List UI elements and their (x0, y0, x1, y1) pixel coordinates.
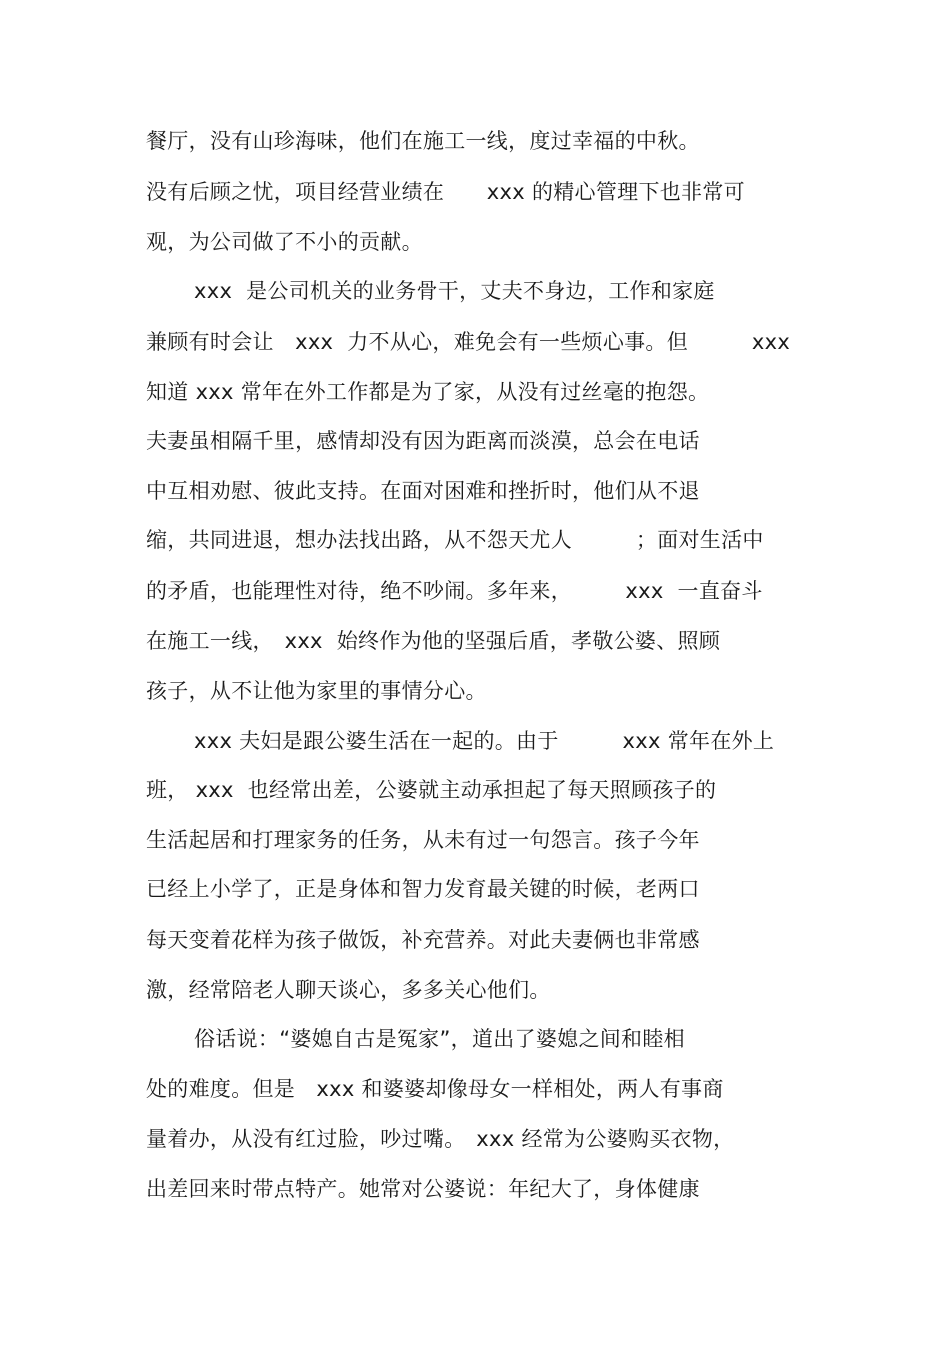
text-line: 的矛盾，也能理性对待，绝不吵闹。多年来， xxx 一直奋斗 (146, 579, 763, 603)
text-line: 兼顾有时会让 xxx 力不从心，难免会有一些烦心事。但 xxx (146, 330, 791, 354)
text-line: 每天变着花样为孩子做饭，补充营养。对此夫妻俩也非常感 (146, 928, 700, 952)
text-line: 知道 xxx 常年在外工作都是为了家，从没有过丝毫的抱怨。 (146, 380, 710, 404)
text-line: 处的难度。但是 xxx 和婆婆却像母女一样相处，两人有事商 (146, 1077, 724, 1101)
text-line: 餐厅，没有山珍海味，他们在施工一线，度过幸福的中秋。 (146, 129, 700, 153)
text-line: 缩，共同进退，想办法找出路，从不怨天尤人 ；面对生活中 (146, 528, 764, 552)
paragraph-start-line: 俗话说：“婆媳自古是冤家”，道出了婆媳之间和睦相 (194, 1027, 685, 1051)
text-line: 没有后顾之忧，项目经营业绩在 xxx 的精心管理下也非常可 (146, 180, 745, 204)
text-line: 量着办，从没有红过脸，吵过嘴。 xxx 经常为公婆购买衣物， (146, 1127, 735, 1151)
text-line: 已经上小学了，正是身体和智力发育最关键的时候，老两口 (146, 877, 700, 901)
text-line: 出差回来时带点特产。她常对公婆说：年纪大了，身体健康 (146, 1177, 700, 1201)
text-line: 观，为公司做了不小的贡献。 (146, 230, 423, 254)
text-line: 激，经常陪老人聊天谈心，多多关心他们。 (146, 978, 551, 1002)
text-line: 夫妻虽相隔千里，感情却没有因为距离而淡漠，总会在电话 (146, 429, 700, 453)
paragraph-start-line: xxx 夫妇是跟公婆生活在一起的。由于 xxx 常年在外上 (194, 729, 775, 753)
text-line: 在施工一线， xxx 始终作为他的坚强后盾，孝敬公婆、照顾 (146, 629, 721, 653)
text-line: 孩子，从不让他为家里的事情分心。 (146, 679, 487, 703)
text-line: 生活起居和打理家务的任务，从未有过一句怨言。孩子今年 (146, 828, 700, 852)
paragraph-start-line: xxx 是公司机关的业务骨干，丈夫不身边，工作和家庭 (194, 279, 715, 303)
text-line: 班， xxx 也经常出差，公婆就主动承担起了每天照顾孩子的 (146, 778, 717, 802)
text-line: 中互相劝慰、彼此支持。在面对困难和挫折时，他们从不退 (146, 479, 700, 503)
